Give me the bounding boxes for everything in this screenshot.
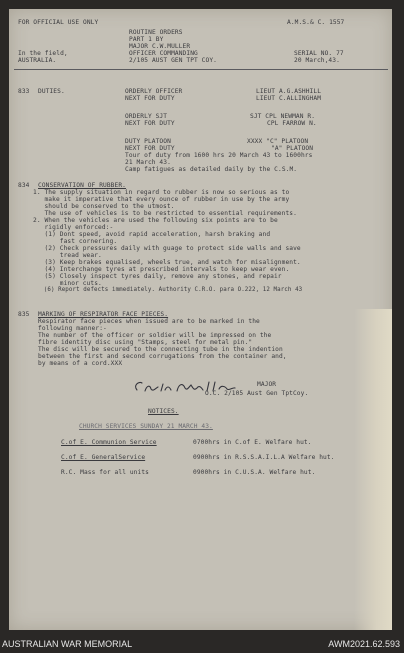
title-line-5: 2/105 AUST GEN TPT COY. [129, 57, 217, 64]
rubber-line: 1. The supply situation in regard to rubber is now so serious as to [33, 189, 290, 196]
order-date: 20 March,43. [294, 57, 340, 64]
respirator-para-number: 835 [18, 311, 30, 318]
rubber-line: The use of vehicles is to be restricted to essential requirements. [33, 210, 297, 217]
respirator-line: between the first and second corrugations from the container and, [38, 353, 287, 360]
respirator-line: The number of the officer or soldier will be impressed on the [38, 332, 272, 339]
tour-line: 21 March 43. [125, 159, 171, 166]
classification-label: FOR OFFICIAL USE ONLY [18, 19, 99, 26]
respirator-line: following manner:- [38, 325, 107, 332]
rubber-line: minor cuts. [33, 280, 102, 287]
title-line-1: ROUTINE ORDERS [129, 29, 183, 36]
service-detail: 0900hrs in C.U.S.A. Welfare hut. [193, 469, 316, 476]
header-divider [14, 69, 388, 70]
rubber-line: tread wear. [33, 252, 102, 259]
institution-label: AUSTRALIAN WAR MEMORIAL [2, 639, 133, 649]
duty-role: NEXT FOR DUTY [125, 145, 175, 152]
rubber-line: should be conserved to the utmost. [33, 203, 175, 210]
respirator-line: fibre identity disc using "Stamps, steel for metal pin." [38, 339, 253, 346]
rubber-heading: CONSERVATION OF RUBBER. [38, 182, 126, 189]
rubber-line: fast cornering. [33, 238, 118, 245]
form-number: A.M.S.& C. 1557 [287, 19, 345, 26]
duty-role: ORDERLY SJT [125, 113, 168, 120]
tour-line: Tour of duty from 1600 hrs 20 March 43 to 1600hrs [125, 152, 313, 159]
rubber-line: rigidly enforced:- [33, 224, 114, 231]
service-detail: 0700hrs in C.of E. Welfare hut. [193, 439, 312, 446]
respirator-line: Respirator face pieces when issued are to be marked in the [38, 318, 260, 325]
tour-line: Camp fatigues as detailed daily by the C.S.M. [125, 166, 298, 173]
duty-assignee: XXXX "C" PLATOON [247, 138, 309, 145]
duty-role: NEXT FOR DUTY [125, 95, 175, 102]
record-id: AWM2021.62.593 [328, 639, 400, 649]
rubber-line: (3) Keep brakes equalised, wheels true, and watch for misalignment. [33, 259, 301, 266]
title-line-4: OFFICER COMMANDING [129, 50, 198, 57]
duties-heading: DUTIES. [38, 88, 65, 95]
rubber-line: (1) Dont speed, avoid rapid acceleration, harsh braking and [33, 231, 271, 238]
location-line-1: In the field, [18, 50, 68, 57]
rubber-line: (6) Report defects immediately. Authority C.R.O. para O.222, 12 March 43 [33, 287, 303, 293]
respirator-heading: MARKING OF RESPIRATOR FACE PIECES. [38, 311, 169, 318]
signature-unit: O.C. 2/105 Aust Gen TptCoy. [205, 390, 309, 397]
serial-number: SERIAL NO. 77 [294, 50, 344, 57]
respirator-line: The disc will be secured to the connecting tube in the indention [38, 346, 283, 353]
title-line-3: MAJOR C.W.MULLER [129, 43, 191, 50]
duty-assignee: CPL FARROW N. [267, 120, 317, 127]
document-page [9, 9, 392, 630]
duties-para-number: 833 [18, 88, 30, 95]
service-denomination: C.of E. Communion Service [61, 439, 157, 446]
rubber-line: (5) Closely inspect tyres daily, remove any stones, and repair [33, 273, 282, 280]
service-denomination: R.C. Mass for all units [61, 469, 149, 476]
service-detail: 0900hrs in R.S.S.A.I.L.A Welfare hut. [193, 454, 335, 461]
rubber-para-number: 834 [18, 182, 30, 189]
title-line-2: PART 1 BY [129, 36, 164, 43]
duty-role: NEXT FOR DUTY [125, 120, 175, 127]
signature-rank: MAJOR [257, 381, 277, 388]
church-services-heading: CHURCH SERVICES SUNDAY 21 MARCH 43. [79, 423, 213, 430]
duty-assignee: LIEUT A.G.ASHHILL [256, 88, 322, 95]
duty-role: DUTY PLATOON [125, 138, 171, 145]
respirator-line: by means of a cord.XXX [38, 360, 123, 367]
rubber-line: (2) Check pressures daily with guage to protect side walls and save [33, 245, 301, 252]
duty-assignee: LIEUT C.ALLINGHAM [256, 95, 322, 102]
location-line-2: AUSTRALIA. [18, 57, 57, 64]
rubber-line: make it imperative that every ounce of rubber in use by the army [33, 196, 290, 203]
service-denomination: C.of E. GeneralService [61, 454, 146, 461]
duty-role: ORDERLY OFFICER [125, 88, 183, 95]
archive-footer [0, 634, 404, 653]
rubber-line: 2. When the vehicles are used the following six points are to be [33, 217, 278, 224]
duty-assignee: SJT CPL NEWMAN R. [250, 113, 316, 120]
notices-heading: NOTICES. [148, 408, 179, 415]
duty-assignee: "A" PLATOON [271, 145, 314, 152]
rubber-line: (4) Interchange tyres at prescribed intervals to keep wear even. [33, 266, 290, 273]
